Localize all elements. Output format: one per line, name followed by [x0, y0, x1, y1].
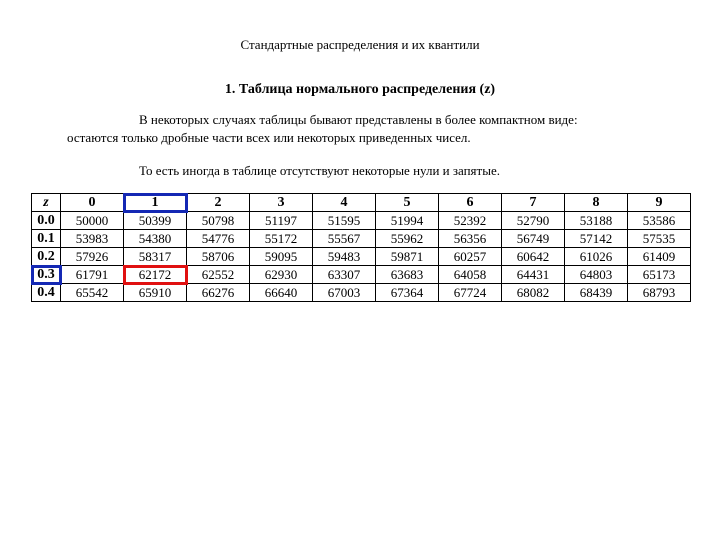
z-value-cell: 0.0 [32, 212, 61, 230]
table-row [32, 284, 691, 302]
probability-cell: 57926 [61, 248, 124, 266]
probability-cell: 67364 [376, 284, 439, 302]
probability-cell: 59871 [376, 248, 439, 266]
column-header-cell: 7 [502, 194, 565, 212]
column-header-cell: 3 [250, 194, 313, 212]
probability-cell: 65542 [61, 284, 124, 302]
section-heading: 1. Таблица нормального распределения (z) [224, 82, 496, 97]
probability-cell: 66640 [250, 284, 313, 302]
column-header-cell: 4 [313, 194, 376, 212]
probability-cell: 51994 [376, 212, 439, 230]
page-title: Стандартные распределения и их квантили [240, 37, 480, 52]
probability-cell: 61026 [565, 248, 628, 266]
probability-cell: 53188 [565, 212, 628, 230]
probability-cell: 67724 [439, 284, 502, 302]
probability-cell: 62552 [187, 266, 250, 284]
table-row [32, 230, 691, 248]
z-value-cell: 0.1 [32, 230, 61, 248]
probability-cell: 57142 [565, 230, 628, 248]
probability-cell: 55962 [376, 230, 439, 248]
probability-cell: 62172 [124, 266, 187, 284]
probability-cell: 61791 [61, 266, 124, 284]
probability-cell: 64431 [502, 266, 565, 284]
paragraph-2: То есть иногда в таблице отсутствуют некоторые нули и запятые. [139, 163, 500, 178]
probability-cell: 53983 [61, 230, 124, 248]
paragraph-1-line-1: В некоторых случаях таблицы бывают представлены в более компактном виде: [139, 112, 578, 127]
probability-cell: 59483 [313, 248, 376, 266]
probability-cell: 68439 [565, 284, 628, 302]
probability-cell: 53586 [628, 212, 691, 230]
probability-cell: 50000 [61, 212, 124, 230]
column-header-cell: 9 [628, 194, 691, 212]
probability-cell: 51197 [250, 212, 313, 230]
probability-cell: 55172 [250, 230, 313, 248]
probability-cell: 68793 [628, 284, 691, 302]
probability-cell: 52790 [502, 212, 565, 230]
probability-cell: 55567 [313, 230, 376, 248]
column-header-cell: 1 [124, 194, 187, 212]
probability-cell: 61409 [628, 248, 691, 266]
probability-cell: 66276 [187, 284, 250, 302]
probability-cell: 63307 [313, 266, 376, 284]
probability-cell: 58317 [124, 248, 187, 266]
column-header-cell: 0 [61, 194, 124, 212]
paragraph-1-line-2: остаются только дробные части всех или некоторых приведенных чисел. [67, 130, 471, 145]
probability-cell: 59095 [250, 248, 313, 266]
column-header-cell: 6 [439, 194, 502, 212]
z-value-cell: 0.2 [32, 248, 61, 266]
probability-cell: 54776 [187, 230, 250, 248]
normal-distribution-table [31, 193, 691, 302]
probability-cell: 64058 [439, 266, 502, 284]
table-row [32, 266, 691, 284]
z-value-cell: 0.4 [32, 284, 61, 302]
probability-cell: 60642 [502, 248, 565, 266]
probability-cell: 65910 [124, 284, 187, 302]
table-row [32, 248, 691, 266]
probability-cell: 68082 [502, 284, 565, 302]
probability-cell: 60257 [439, 248, 502, 266]
corner-header-cell: z [32, 194, 61, 212]
probability-cell: 64803 [565, 266, 628, 284]
probability-cell: 67003 [313, 284, 376, 302]
table-body [32, 212, 691, 302]
z-value-cell: 0.3 [32, 266, 61, 284]
table-row [32, 212, 691, 230]
probability-cell: 65173 [628, 266, 691, 284]
probability-cell: 57535 [628, 230, 691, 248]
probability-cell: 56356 [439, 230, 502, 248]
probability-cell: 52392 [439, 212, 502, 230]
table-header-row [32, 194, 691, 212]
probability-cell: 58706 [187, 248, 250, 266]
probability-cell: 56749 [502, 230, 565, 248]
probability-cell: 51595 [313, 212, 376, 230]
column-header-cell: 2 [187, 194, 250, 212]
probability-cell: 50798 [187, 212, 250, 230]
probability-cell: 63683 [376, 266, 439, 284]
column-header-cell: 8 [565, 194, 628, 212]
probability-cell: 54380 [124, 230, 187, 248]
column-header-cell: 5 [376, 194, 439, 212]
probability-cell: 50399 [124, 212, 187, 230]
probability-cell: 62930 [250, 266, 313, 284]
